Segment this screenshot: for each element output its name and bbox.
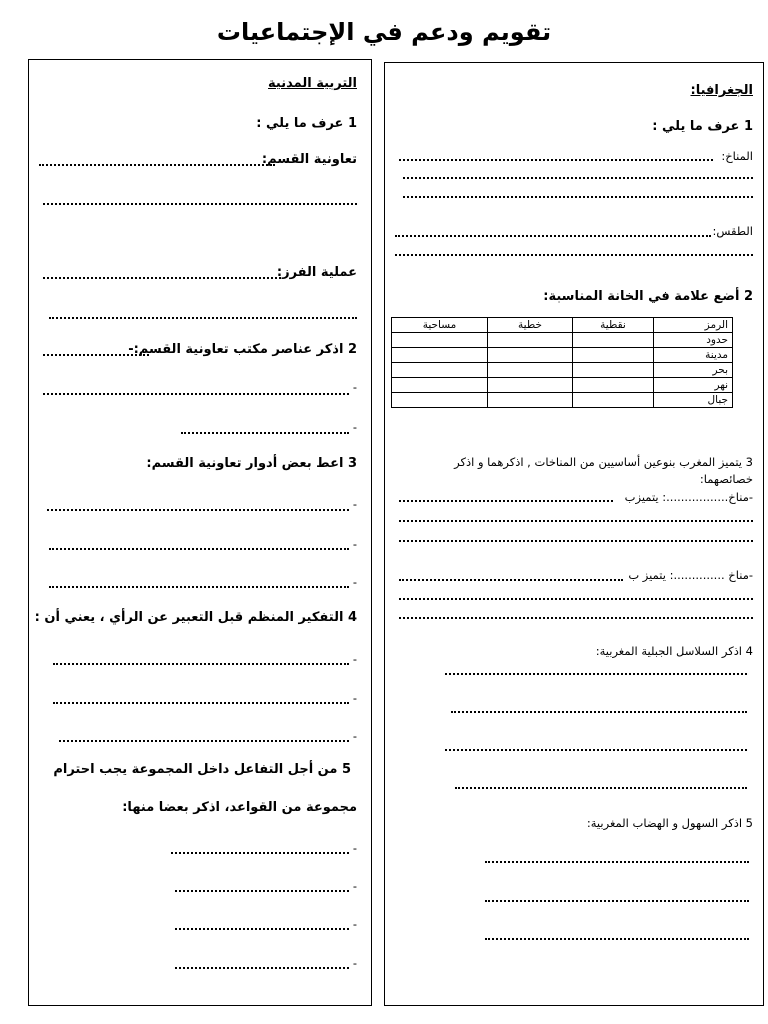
answer-line[interactable] bbox=[47, 509, 349, 511]
answer-line[interactable] bbox=[399, 159, 713, 161]
answer-line[interactable] bbox=[399, 540, 753, 542]
table-row-label: حدود bbox=[654, 333, 733, 348]
table-cell[interactable] bbox=[573, 378, 654, 393]
list-dash: - bbox=[352, 917, 357, 931]
civics-question-5-cont: مجموعة من القواعد، اذكر بعضا منها: bbox=[122, 800, 357, 815]
geography-heading: الجغرافيا: bbox=[690, 83, 753, 98]
list-dash: - bbox=[352, 380, 357, 394]
symbols-table bbox=[391, 317, 733, 408]
table-cell[interactable] bbox=[488, 378, 573, 393]
table-cell[interactable] bbox=[488, 333, 573, 348]
answer-line[interactable] bbox=[445, 749, 747, 751]
civics-question-5: 5 من أجل التفاعل داخل المجموعة يجب احترام bbox=[53, 762, 351, 777]
answer-line[interactable] bbox=[395, 254, 753, 256]
table-header: مساحية bbox=[392, 318, 488, 333]
table-row bbox=[392, 378, 733, 393]
civics-question-1: 1 عرف ما يلي : bbox=[256, 116, 357, 131]
answer-line[interactable] bbox=[395, 235, 711, 237]
geography-section bbox=[384, 62, 764, 1006]
civics-heading: التربية المدنية bbox=[268, 76, 357, 91]
answer-line[interactable] bbox=[175, 928, 349, 930]
table-header: نقطية bbox=[573, 318, 654, 333]
answer-line[interactable] bbox=[399, 598, 753, 600]
civics-term-cooperative: تعاونية القسم: bbox=[261, 152, 357, 167]
table-cell[interactable] bbox=[392, 348, 488, 363]
answer-line[interactable] bbox=[43, 354, 149, 356]
table-row bbox=[392, 318, 733, 333]
answer-line[interactable] bbox=[399, 520, 753, 522]
table-cell[interactable] bbox=[392, 393, 488, 408]
answer-line[interactable] bbox=[485, 938, 749, 940]
answer-line[interactable] bbox=[53, 663, 349, 665]
civics-question-4: 4 التفكير المنظم قبل التعبير عن الرأي ، يعني أن : bbox=[34, 610, 357, 625]
civics-section bbox=[28, 59, 372, 1006]
table-row bbox=[392, 393, 733, 408]
geo-question-3-cont: خصائصهما: bbox=[699, 472, 753, 486]
answer-line[interactable] bbox=[49, 586, 349, 588]
answer-line[interactable] bbox=[39, 164, 275, 166]
answer-line[interactable] bbox=[43, 203, 357, 205]
table-cell[interactable] bbox=[488, 363, 573, 378]
answer-line[interactable] bbox=[49, 548, 349, 550]
geo-term-climate: المناخ: bbox=[721, 149, 753, 163]
answer-line[interactable] bbox=[445, 673, 747, 675]
table-cell[interactable] bbox=[392, 378, 488, 393]
list-dash: - bbox=[352, 420, 357, 434]
table-row bbox=[392, 348, 733, 363]
geo-question-3: 3 يتميز المغرب بنوعين أساسيين من المناخات , اذكرهما و اذكر bbox=[454, 455, 753, 469]
answer-line[interactable] bbox=[485, 900, 749, 902]
answer-line[interactable] bbox=[399, 617, 753, 619]
geo-term-weather: الطقس: bbox=[712, 224, 753, 238]
table-cell[interactable] bbox=[488, 348, 573, 363]
climate-type-1: -مناخ.................: يتميزب bbox=[624, 490, 753, 504]
table-cell[interactable] bbox=[573, 393, 654, 408]
geo-question-4: 4 اذكر السلاسل الجبلية المغربية: bbox=[595, 644, 753, 658]
answer-line[interactable] bbox=[485, 861, 749, 863]
climate-type-2: -مناخ ..............: يتميز ب bbox=[628, 568, 753, 582]
list-dash: - bbox=[352, 497, 357, 511]
answer-line[interactable] bbox=[455, 787, 747, 789]
civics-question-3: 3 اعط بعض أدوار تعاونية القسم: bbox=[146, 456, 357, 471]
table-cell[interactable] bbox=[392, 333, 488, 348]
list-dash: - bbox=[352, 841, 357, 855]
answer-line[interactable] bbox=[175, 967, 349, 969]
table-row-label: نهر bbox=[654, 378, 733, 393]
civics-question-2: 2 اذكر عناصر مكتب تعاونية القسم:- bbox=[128, 342, 357, 357]
table-cell[interactable] bbox=[573, 363, 654, 378]
list-dash: - bbox=[352, 575, 357, 589]
answer-line[interactable] bbox=[53, 702, 349, 704]
list-dash: - bbox=[352, 652, 357, 666]
answer-line[interactable] bbox=[43, 277, 281, 279]
answer-line[interactable] bbox=[43, 393, 349, 395]
table-cell[interactable] bbox=[488, 393, 573, 408]
page-title: تقويم ودعم في الإجتماعيات bbox=[216, 18, 552, 46]
table-row bbox=[392, 333, 733, 348]
answer-line[interactable] bbox=[175, 890, 349, 892]
table-row-label: جبال bbox=[654, 393, 733, 408]
answer-line[interactable] bbox=[171, 852, 349, 854]
answer-line[interactable] bbox=[59, 740, 349, 742]
civics-term-sorting: عملية الفرز: bbox=[276, 265, 357, 280]
answer-line[interactable] bbox=[181, 432, 349, 434]
answer-line[interactable] bbox=[399, 500, 613, 502]
list-dash: - bbox=[352, 537, 357, 551]
table-row-label: مدينة bbox=[654, 348, 733, 363]
answer-line[interactable] bbox=[49, 317, 357, 319]
list-dash: - bbox=[352, 956, 357, 970]
list-dash: - bbox=[352, 879, 357, 893]
geo-question-2: 2 أضع علامة في الخانة المناسبة: bbox=[543, 289, 753, 304]
table-row-label: بحر bbox=[654, 363, 733, 378]
geo-question-5: 5 اذكر السهول و الهضاب المغربية: bbox=[586, 816, 753, 830]
table-header: خطية bbox=[488, 318, 573, 333]
table-header: الرمز bbox=[654, 318, 733, 333]
answer-line[interactable] bbox=[403, 177, 753, 179]
answer-line[interactable] bbox=[451, 711, 747, 713]
list-dash: - bbox=[352, 691, 357, 705]
table-row bbox=[392, 363, 733, 378]
answer-line[interactable] bbox=[403, 196, 753, 198]
list-dash: - bbox=[352, 729, 357, 743]
geo-question-1: 1 عرف ما يلي : bbox=[652, 119, 753, 134]
table-cell[interactable] bbox=[573, 348, 654, 363]
answer-line[interactable] bbox=[399, 579, 623, 581]
table-cell[interactable] bbox=[573, 333, 654, 348]
table-cell[interactable] bbox=[392, 363, 488, 378]
